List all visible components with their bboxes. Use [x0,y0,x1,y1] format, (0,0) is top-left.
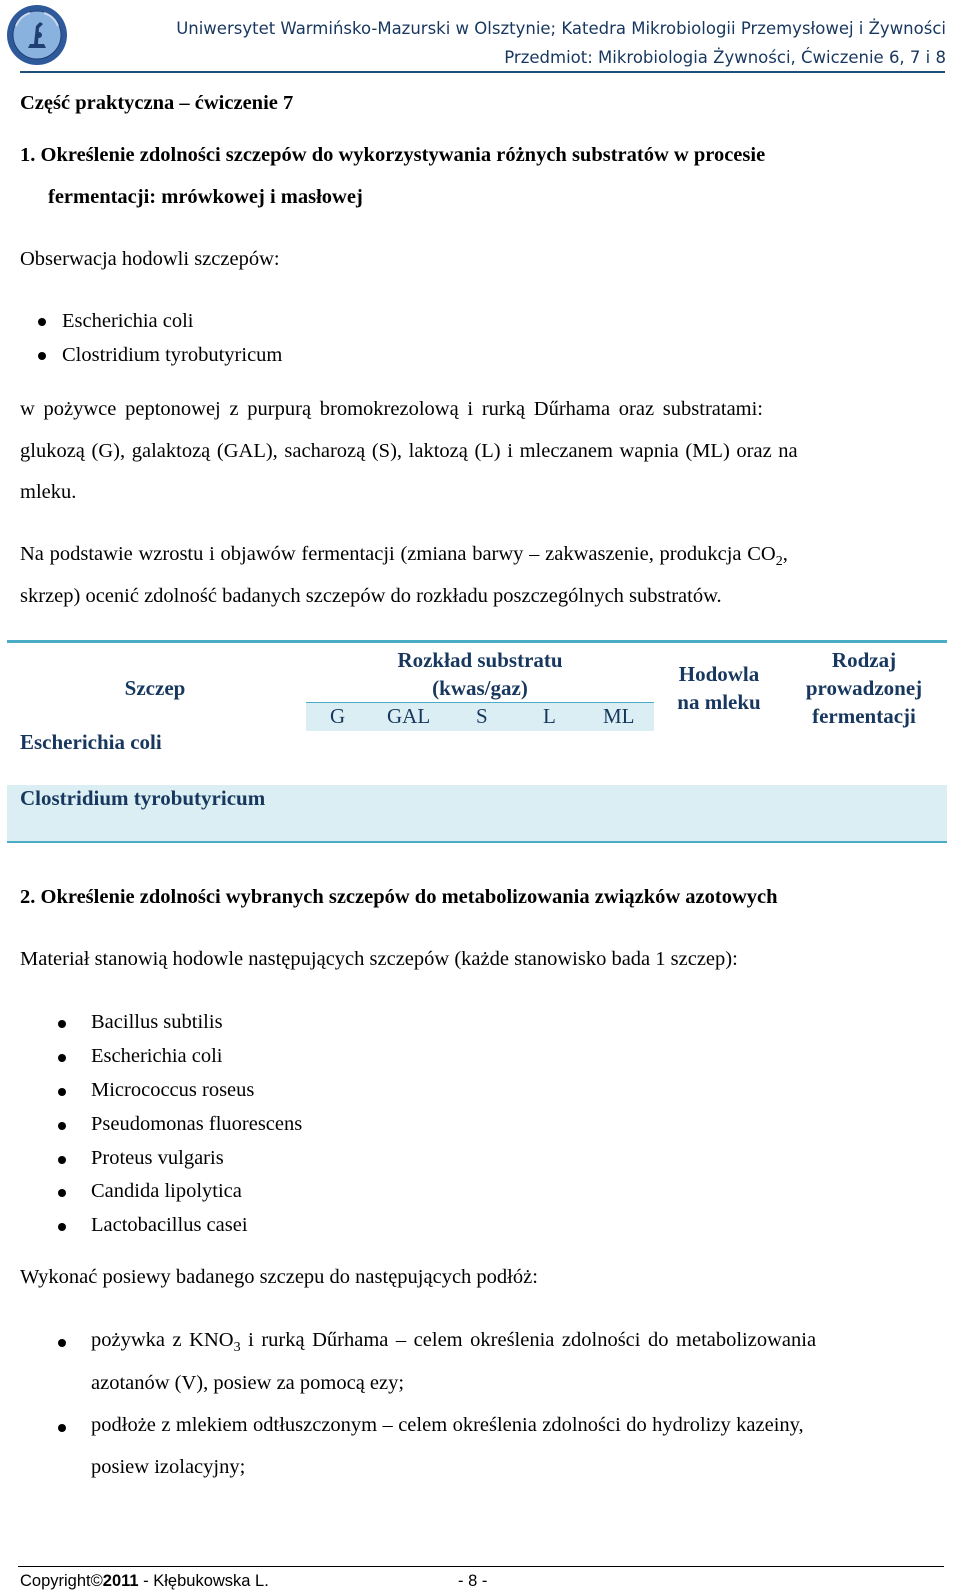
task1-paragraph2-line1 [20,543,788,570]
media-list-item-2-line1: podłoże z mlekiem odtłuszczonym – celem określenia zdolności do hydrolizy kazeiny, [91,1414,804,1436]
header-divider [20,71,945,73]
column-header-decomposition-line2: (kwas/gaz) [432,676,528,700]
copyright-year: 2011 [102,1572,139,1590]
strain-list-item: Candida lipolytica [91,1180,242,1202]
task1-heading-line1: 1. Określenie zdolności szczepów do wykorzystywania różnych substratów w procesie [20,144,766,166]
strain-list-item: Pseudomonas fluorescens [91,1113,303,1135]
column-header-fermentation-line2: prowadzonej [805,676,923,700]
strain-list-item: Escherichia coli [91,1045,223,1067]
bullet-icon [58,1054,66,1062]
media-text: pożywka z KNO [91,1329,234,1351]
bullet-icon [58,1339,66,1347]
header-course: Przedmiot: Mikrobiologia Żywności, Ćwiczenie 6, 7 i 8 [504,48,946,67]
table-row-label: Clostridium tyrobutyricum [20,786,266,810]
section-title: Część praktyczna – ćwiczenie 7 [20,92,294,114]
column-header-fermentation-line3: fermentacji [812,704,916,728]
university-seal-icon [6,4,68,66]
copyright-author: - Kłębukowska L. [138,1572,269,1590]
bullet-icon [38,352,46,360]
media-list-item-1-line1 [91,1329,816,1356]
strain-list-item: Proteus vulgaris [91,1147,224,1169]
subheader-l: L [543,704,556,728]
subheader-ml: ML [603,704,635,728]
paragraph-text: Na podstawie wzrostu i objawów fermentacji (zmiana barwy – zakwaszenie, produkcja CO [20,543,776,565]
strain-list-item: Escherichia coli [62,310,194,332]
table-top-border [7,640,947,643]
strain-list-item: Micrococcus roseus [91,1079,255,1101]
media-list-item-2-line2: posiew izolacyjny; [91,1456,246,1478]
header-institution: Uniwersytet Warmińsko-Mazurski w Olsztynie; Katedra Mikrobiologii Przemysłowej i Żywności [176,19,946,38]
bullet-icon [58,1223,66,1231]
column-header-milk-line1: Hodowla [678,662,760,686]
subscript: 3 [233,1340,241,1356]
strain-list-item: Lactobacillus casei [91,1214,248,1236]
task1-heading-line2: fermentacji: mrówkowej i masłowej [48,186,363,208]
subscript: 2 [775,554,783,570]
strain-list-item: Clostridium tyrobutyricum [62,344,283,366]
media-text: i rurką Dűrhama – celem określenia zdolności do metabolizowania [240,1329,817,1351]
bullet-icon [58,1424,66,1432]
task1-paragraph1-line3: mleku. [20,481,77,503]
bullet-icon [58,1156,66,1164]
footer-divider [18,1566,944,1567]
copyright-symbol: © [90,1572,103,1590]
column-header-decomposition-line1: Rozkład substratu [397,648,563,672]
subheader-g: G [330,704,346,728]
task1-paragraph1-line2: glukozą (G), galaktozą (GAL), sacharozą (S), laktozą (L) i mleczanem wapnia (ML) oraz na [20,440,798,462]
footer-copyright [20,1572,269,1591]
bullet-icon [58,1122,66,1130]
strain-list-item: Bacillus subtilis [91,1011,223,1033]
paragraph-text: , [782,543,788,565]
column-header-fermentation-line1: Rodzaj [831,648,897,672]
task1-paragraph2-line2: skrzep) ocenić zdolność badanych szczepów do rozkładu poszczególnych substratów. [20,585,722,607]
table-bottom-border [7,841,947,843]
column-header-milk-line2: na mleku [677,690,761,714]
subheader-divider [306,702,654,703]
page-number: - 8 - [458,1572,488,1590]
observation-label: Obserwacja hodowli szczepów: [20,248,280,270]
column-header-strain: Szczep [124,676,186,700]
bullet-icon [58,1020,66,1028]
bullet-icon [58,1088,66,1096]
bullet-icon [38,318,46,326]
table-row-label: Escherichia coli [20,730,162,754]
bullet-icon [58,1189,66,1197]
task2-heading: 2. Określenie zdolności wybranych szczepów do metabolizowania związków azotowych [20,886,778,908]
media-list-item-1-line2: azotanów (V), posiew za pomocą ezy; [91,1372,405,1394]
task2-material: Materiał stanowią hodowle następujących szczepów (każde stanowisko bada 1 szczep): [20,948,738,970]
copyright-prefix: Copyright [20,1572,91,1590]
task1-paragraph1-line1: w pożywce peptonowej z purpurą bromokrezolową i rurką Dűrhama oraz substratami: [20,398,763,420]
subheader-s: S [476,704,488,728]
task2-instruction: Wykonać posiewy badanego szczepu do następujących podłóż: [20,1266,538,1288]
subheader-gal: GAL [387,704,431,728]
